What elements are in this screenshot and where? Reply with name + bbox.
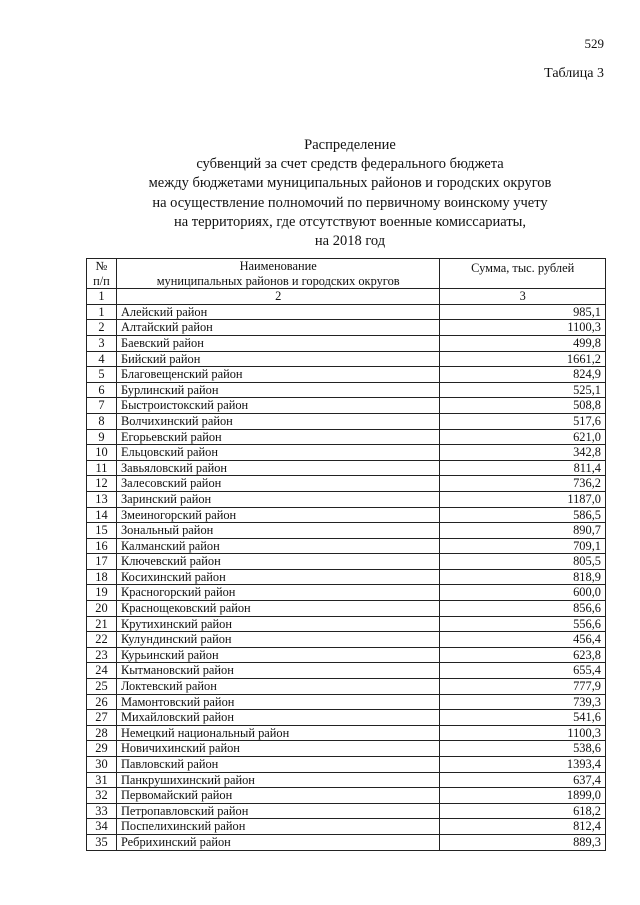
table-row [87,819,606,835]
subvention-amount: 618,2 [440,803,606,819]
subvention-amount: 517,6 [440,413,606,429]
district-name: Красногорский район [116,585,439,601]
row-number: 27 [87,710,117,726]
district-name: Курьинский район [116,647,439,663]
table-row [87,320,606,336]
subvention-amount: 655,4 [440,663,606,679]
row-number: 24 [87,663,117,679]
row-number: 11 [87,460,117,476]
row-number: 7 [87,398,117,414]
header-number [87,259,117,289]
heading-line: между бюджетами муниципальных районов и городских округов [148,175,552,192]
row-number: 20 [87,601,117,617]
table-row [87,647,606,663]
header-number-line2: п/п [93,273,110,288]
row-number: 2 [87,320,117,336]
heading-line: на территориях, где отсутствуют военные комиссариаты, [173,213,527,230]
table-row [87,445,606,461]
subvention-amount: 889,3 [440,834,606,850]
row-number: 12 [87,476,117,492]
table-row [87,304,606,320]
district-name: Павловский район [116,757,439,773]
subvention-amount: 525,1 [440,382,606,398]
district-name: Зональный район [116,523,439,539]
row-number: 14 [87,507,117,523]
row-number: 21 [87,616,117,632]
table-row [87,429,606,445]
subvention-amount: 1187,0 [440,491,606,507]
table-row [87,601,606,617]
table-row [87,476,606,492]
table-row [87,585,606,601]
table-row [87,616,606,632]
district-name: Первомайский район [116,788,439,804]
header-name-line1: Наименование [239,259,317,273]
row-number: 30 [87,757,117,773]
heading-line: на осуществление полномочий по первичному воинскому учету [152,194,548,211]
subvention-amount: 1661,2 [440,351,606,367]
row-number: 35 [87,834,117,850]
district-name: Алтайский район [116,320,439,336]
district-name: Завьяловский район [116,460,439,476]
row-number: 5 [87,367,117,383]
district-name: Егорьевский район [116,429,439,445]
district-name: Ключевский район [116,554,439,570]
table-row [87,757,606,773]
table-row [87,523,606,539]
table-header-row [87,259,606,289]
table-body [87,304,606,850]
heading-line: субвенций за счет средств федерального бюджета [196,156,504,173]
row-number: 13 [87,491,117,507]
subvention-amount: 777,9 [440,679,606,695]
district-name: Баевский район [116,335,439,351]
document-heading [80,136,620,251]
row-number: 16 [87,538,117,554]
row-number: 9 [87,429,117,445]
row-number: 33 [87,803,117,819]
table-row [87,725,606,741]
district-name: Калманский район [116,538,439,554]
row-number: 1 [87,304,117,320]
table-row [87,382,606,398]
district-name: Локтевский район [116,679,439,695]
table-row [87,335,606,351]
subvention-amount: 508,8 [440,398,606,414]
district-name: Волчихинский район [116,413,439,429]
column-index: 2 [116,289,439,305]
table-row [87,398,606,414]
column-index: 3 [440,289,606,305]
header-number-line1: № [95,259,108,273]
table-row [87,351,606,367]
table-row [87,694,606,710]
column-index-row [87,289,606,305]
row-number: 6 [87,382,117,398]
subvention-amount: 499,8 [440,335,606,351]
subvention-amount: 1899,0 [440,788,606,804]
district-name: Михайловский район [116,710,439,726]
subvention-amount: 1393,4 [440,757,606,773]
subvention-amount: 1100,3 [440,725,606,741]
district-name: Змеиногорский район [116,507,439,523]
district-name: Косихинский район [116,569,439,585]
district-name: Поспелихинский район [116,819,439,835]
table-row [87,507,606,523]
subvention-amount: 456,4 [440,632,606,648]
table-row [87,538,606,554]
row-number: 29 [87,741,117,757]
district-name: Залесовский район [116,476,439,492]
table-row [87,569,606,585]
table-row [87,679,606,695]
row-number: 19 [87,585,117,601]
subvention-amount: 811,4 [440,460,606,476]
row-number: 34 [87,819,117,835]
subvention-amount: 1100,3 [440,320,606,336]
row-number: 15 [87,523,117,539]
district-name: Немецкий национальный район [116,725,439,741]
subvention-amount: 600,0 [440,585,606,601]
table-row [87,788,606,804]
table-row [87,460,606,476]
heading-line: на 2018 год [314,233,386,250]
table-row [87,741,606,757]
district-name: Ребрихинский район [116,834,439,850]
table-row [87,413,606,429]
district-name: Заринский район [116,491,439,507]
subvention-amount: 556,6 [440,616,606,632]
row-number: 18 [87,569,117,585]
table-row [87,663,606,679]
table-row [87,710,606,726]
page-number: 529 [584,36,604,51]
district-name: Кулундинский район [116,632,439,648]
table-row [87,803,606,819]
subvention-amount: 985,1 [440,304,606,320]
district-name: Ельцовский район [116,445,439,461]
district-name: Мамонтовский район [116,694,439,710]
row-number: 25 [87,679,117,695]
district-name: Бийский район [116,351,439,367]
district-name: Алейский район [116,304,439,320]
district-name: Благовещенский район [116,367,439,383]
district-name: Панкрушихинский район [116,772,439,788]
row-number: 22 [87,632,117,648]
header-name-line2: муниципальных районов и городских округов [156,273,400,288]
row-number: 26 [87,694,117,710]
table-row [87,772,606,788]
header-sum: Сумма, тыс. рублей [440,259,606,289]
district-name: Кытмановский район [116,663,439,679]
column-index: 1 [87,289,117,305]
row-number: 31 [87,772,117,788]
subvention-amount: 818,9 [440,569,606,585]
district-name: Краснощековский район [116,601,439,617]
table-row [87,554,606,570]
subvention-amount: 739,3 [440,694,606,710]
row-number: 17 [87,554,117,570]
district-name: Быстроистокский район [116,398,439,414]
subvention-amount: 621,0 [440,429,606,445]
table-row [87,491,606,507]
subvention-amount: 623,8 [440,647,606,663]
district-name: Петропавловский район [116,803,439,819]
subvention-amount: 856,6 [440,601,606,617]
district-name: Крутихинский район [116,616,439,632]
table-caption: Таблица 3 [544,66,604,81]
subvention-amount: 812,4 [440,819,606,835]
row-number: 3 [87,335,117,351]
table-row [87,834,606,850]
row-number: 8 [87,413,117,429]
subvention-amount: 342,8 [440,445,606,461]
district-name: Бурлинский район [116,382,439,398]
header-name [116,259,439,289]
heading-line: Распределение [304,137,396,153]
subvention-amount: 824,9 [440,367,606,383]
subvention-amount: 736,2 [440,476,606,492]
table-row [87,367,606,383]
row-number: 23 [87,647,117,663]
table-row [87,632,606,648]
subvention-amount: 538,6 [440,741,606,757]
subvention-amount: 586,5 [440,507,606,523]
row-number: 28 [87,725,117,741]
subvention-amount: 637,4 [440,772,606,788]
subvention-amount: 890,7 [440,523,606,539]
district-name: Новичихинский район [116,741,439,757]
subvention-amount: 805,5 [440,554,606,570]
subvention-amount: 709,1 [440,538,606,554]
row-number: 4 [87,351,117,367]
subvention-amount: 541,6 [440,710,606,726]
subvention-table [86,258,606,851]
row-number: 32 [87,788,117,804]
row-number: 10 [87,445,117,461]
